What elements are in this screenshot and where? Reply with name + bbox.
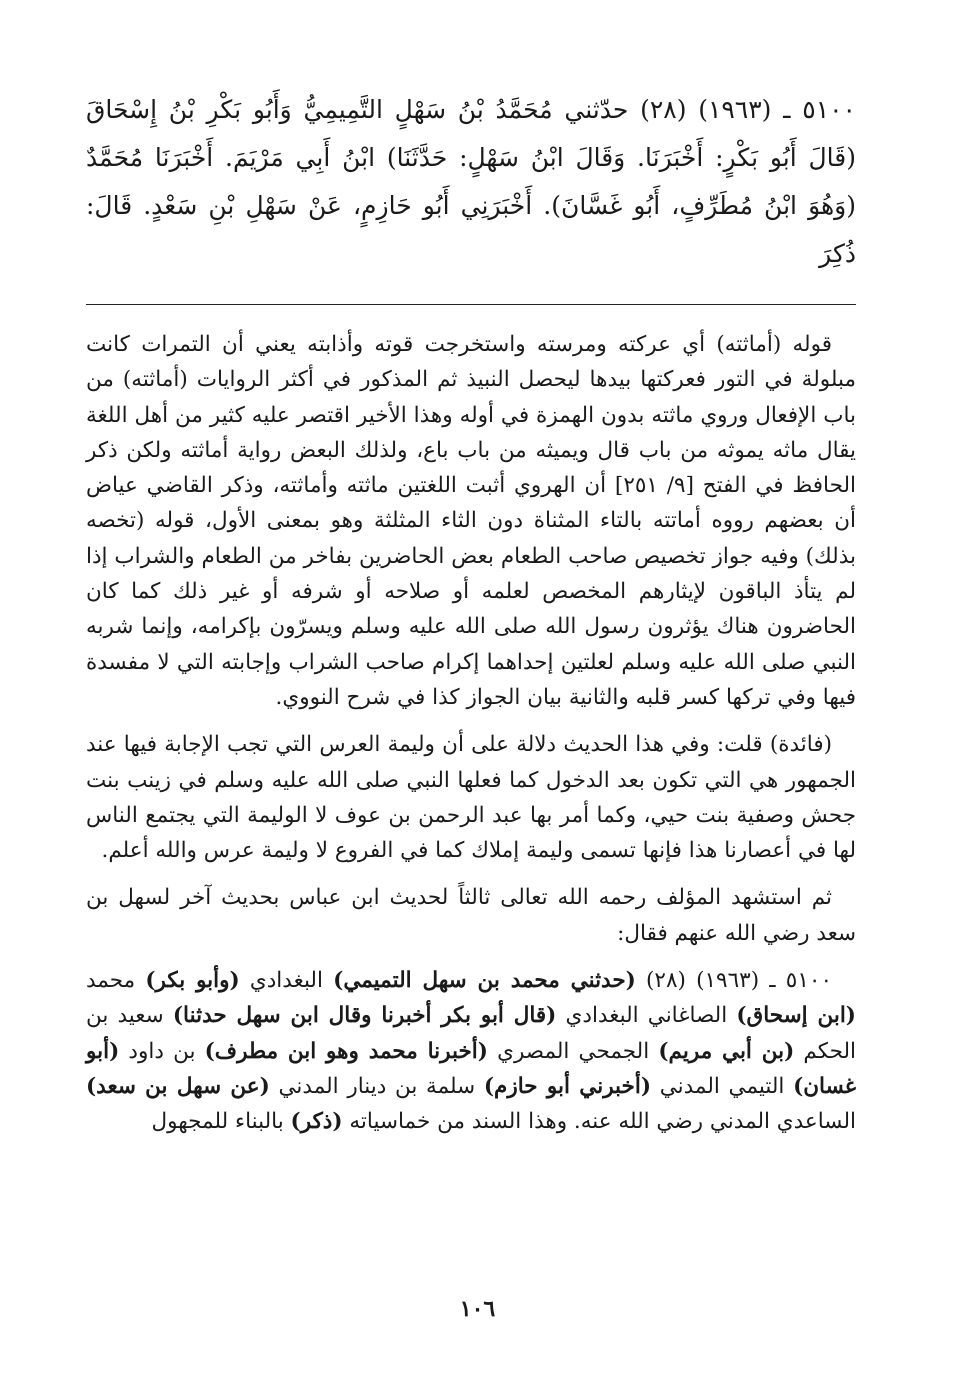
book-page xyxy=(86,86,856,1140)
isnad-text-10: الساعدي المدني رضي الله عنه. وهذا السند من خماسياته xyxy=(349,1109,856,1135)
isnad-bold-1: (حدثني محمد بن سهل التميمي) xyxy=(333,968,636,994)
isnad-bold-10: (ذكر) xyxy=(290,1109,343,1135)
page-number: ١٠٦ xyxy=(459,1296,496,1322)
commentary-section xyxy=(86,327,856,1140)
isnad-bold-5: (بن أبي مريم) xyxy=(658,1038,795,1064)
isnad-bold-8: (أخبرني أبو حازم) xyxy=(483,1073,651,1099)
isnad-text-7: بن داود xyxy=(128,1038,196,1064)
isnad-text-8: التيمي المدني xyxy=(659,1073,785,1099)
isnad-bold-6: (أخبرنا محمد وهو ابن مطرف) xyxy=(204,1038,488,1064)
isnad-bold-4: (قال أبو بكر أخبرنا وقال ابن سهل حدثنا) xyxy=(172,1003,557,1029)
commentary-paragraph-1: قوله (أماثته) أي عركته ومرسته واستخرجت قوته وأذابته يعني أن التمرات كانت مبلولة في التور فعركتها بيدها ليحصل النبيذ ثم المذكور في أكثر الروايات (أماثته) من باب الإفعال وروي ماثته بدون الهمزة في أوله وهذا الأخير اقتصر عليه كثير من أهل اللغة يقال ماثه يموثه من باب قال ويميثه من باب باع، ولذلك البعض رواية أماثته ولكن ذكر الحافظ في الفتح [٩/ ٢٥١] أن الهروي أثبت اللغتين ماثته وأماثته، وذكر القاضي عياض أن بعضهم رووه أماتته بالتاء المثناة دون الثاء المثلثة وهو بمعنى الأول، قوله (تخصه بذلك) وفيه جواز تخصيص صاحب الطعام بعض الحاضرين بفاخر من الطعام والشراب إذا لم يتأذ الباقون لإيثارهم المخصص لعلمه أو صلاحه أو شرفه أو غير ذلك كما كان الحاضرون هناك يؤثرون رسول الله صلى الله عليه وسلم ويسرّون بإكرامه، وإنما شربه النبي صلى الله عليه وسلم لعلتين إحداهما إكرام صاحب الشراب وإجابته التي لا مفسدة فيها وفي تركها كسر قلبه والثانية بيان الجواز كذا في شرح النووي. xyxy=(86,332,857,710)
isnad-text-3: محمد xyxy=(86,968,136,994)
isnad-bold-9: (عن سهل بن سعد) xyxy=(86,1073,270,1099)
isnad-text-9: سلمة بن دينار المدني xyxy=(278,1073,476,1099)
isnad-bold-7: (أبو غسان) xyxy=(86,1038,857,1099)
isnad-text-6: الجمحي المصري xyxy=(497,1038,650,1064)
commentary-paragraph-2: (فائدة) قلت: وفي هذا الحديث دلالة على أن وليمة العرس التي تجب الإجابة فيها عند الجمهور هي التي تكون بعد الدخول كما فعلها النبي صلى الله عليه وسلم في زينب بنت جحش وصفية بنت حيي، وكما أمر بها عبد الرحمن بن عوف لا الوليمة التي يجتمع الناس لها في أعصارنا هذا فإنها تسمى وليمة إملاك كما في الفروع لا وليمة عرس والله أعلم. xyxy=(86,732,856,864)
isnad-bold-3: (ابن إسحاق) xyxy=(736,1003,856,1029)
hadith-text: ٥١٠٠ ـ (١٩٦٣) (٢٨) حدّثني مُحَمَّدُ بْنُ سَهْلٍ التَّمِيمِيُّ وَأَبُو بَكْرِ بْنُ إِسْحَاقَ (قَالَ أَبُو بَكْرٍ: أَخْبَرَنَا. وَقَالَ ابْنُ سَهْلٍ: حَدَّثَنَا) ابْنُ أَبِي مَرْيَمَ. أَخْبَرَنَا مُحَمَّدٌ (وَهُوَ ابْنُ مُطَرِّفٍ، أَبُو غَسَّانَ). أَخْبَرَنِي أَبُو حَازِمٍ، عَنْ سَهْلِ بْنِ سَعْدٍ. قَالَ: ذُكِرَ xyxy=(86,95,856,268)
isnad-bold-2: (وأبو بكر) xyxy=(145,968,240,994)
isnad-text-2: البغدادي xyxy=(249,968,323,994)
commentary-paragraph-3: ثم استشهد المؤلف رحمه الله تعالى ثالثاً لحديث ابن عباس بحديث آخر لسهل بن سعد رضي الله عنهم فقال: xyxy=(86,885,856,946)
isnad-text-4: الصاغاني البغدادي xyxy=(565,1003,728,1029)
isnad-text-11: بالبناء للمجهول xyxy=(151,1109,284,1135)
isnad-paragraph xyxy=(86,963,856,1139)
isnad-text-5: سعيد بن الحكم xyxy=(86,1003,857,1064)
footnote-divider xyxy=(86,304,856,305)
hadith-number: ٥١٠٠ ـ (١٩٦٣) (٢٨) xyxy=(646,968,832,994)
